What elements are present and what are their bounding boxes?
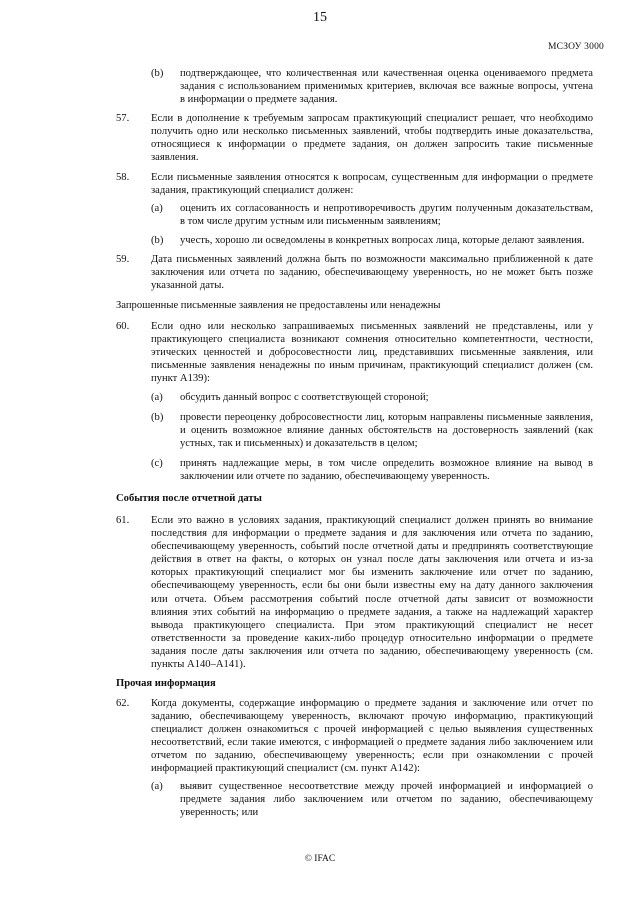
text-line: обеспечивающему уверенность, событий после отчетной даты и предпринять соответствующие [151, 541, 593, 553]
item-label: (c) [151, 458, 163, 469]
text-line: выявит существенное несоответствие между прочей информацией и информацией о [180, 781, 593, 792]
text-line: действия в ответ на факты, о которых он узнал после даты заключения или отчета и из-за [151, 554, 593, 566]
item-label: (a) [151, 781, 163, 792]
text-line: учесть, хорошо ли осведомлены в конкретных вопросах лица, которые делают заявления. [180, 235, 585, 246]
text-line: влияния этих событий на информацию о предмете задания, а также на надлежащий характер [151, 606, 593, 618]
text-line: информацией практикующий специалист (см. пункт А142): [151, 763, 420, 775]
text-line: Когда документы, содержащие информацию о предмете задания и заключение или отчет по [151, 698, 593, 709]
text-line: получить одно или несколько письменных заявлений, чтобы подтвердить иные доказательства, [151, 126, 593, 138]
item-label: (b) [151, 412, 164, 423]
text-line: или отчета. Объем рассмотрения событий после отчетной даты зависит от возможности [151, 593, 593, 605]
item-label: (b) [151, 68, 164, 79]
text-line: Если письменные заявления относятся к вопросам, существенным для информации о предмете [151, 172, 593, 183]
paragraph [180, 67, 593, 106]
text-line: заключения или отчета по заданию, обеспечивающему уверенность, но не может быть позже [151, 267, 593, 279]
paragraph [151, 697, 593, 776]
standard-code: МСЗОУ 3000 [548, 42, 604, 52]
page-number: 15 [313, 10, 327, 25]
text-line: заявления. [151, 152, 199, 164]
text-line: заданию, обеспечивающему уверенность, включают прочую информацию, практикующий [151, 711, 593, 723]
text-line: последствия для информации о предмете задания и для заключения или отчета по заданию, [151, 528, 593, 540]
paragraph [180, 457, 593, 483]
paragraph-number: 58. [116, 172, 130, 183]
text-line: обеспечивающему уверенность, если бы они были известны ему на дату данного заключения [151, 580, 593, 592]
text-line: Если одно или несколько запрашиваемых письменных заявлений не представлены, или у [151, 321, 593, 332]
section-heading: Запрошенные письменные заявления не предоставлены или ненадежны [116, 300, 441, 311]
paragraph [180, 780, 593, 819]
text-line: заключении или отчете по заданию, обеспечивающему уверенность. [180, 471, 490, 483]
text-line: письменные заявления ненадежны по иным причинам, практикующий специалист должен (см. [151, 360, 593, 372]
text-line: относящиеся к информации о предмете задания, он должен запросить такие письменные [151, 139, 593, 151]
text-line: Если в дополнение к требуемым запросам практикующий специалист решает, что необходимо [151, 113, 593, 124]
paragraph-number: 57. [116, 113, 130, 124]
paragraph [180, 411, 593, 450]
text-line: обсудить данный вопрос с соответствующей стороной; [180, 392, 429, 403]
text-line: пункты А140–А141). [151, 659, 246, 671]
paragraph-number: 62. [116, 698, 130, 709]
paragraph [180, 391, 593, 404]
paragraph [151, 320, 593, 385]
text-line: уверенность; или [180, 807, 259, 819]
text-line: отчетом по заданию, обеспечивающему уверенность; если при ознакомлении с прочей [151, 750, 593, 762]
item-label: (a) [151, 203, 163, 214]
footer-copyright: © IFAC [304, 854, 336, 864]
section-heading: Прочая информация [116, 678, 216, 689]
text-line: и оценить возможное влияние данных обстоятельств на достоверность заявлений (как [180, 425, 593, 437]
text-line: ответственности за проведение каких-либо процедур относительно информации о предмете [151, 632, 593, 644]
section-heading: События после отчетной даты [116, 493, 262, 504]
paragraph [180, 234, 593, 247]
paragraph-number: 59. [116, 254, 130, 265]
text-line: Если это важно в условиях задания, практикующий специалист должен принять во внимание [151, 515, 593, 526]
text-line: устных, так и письменных) и доказательств в целом; [180, 438, 418, 450]
text-line: этических ценностей и добросовестности лиц, представивших письменные заявления, или [151, 347, 593, 359]
text-line: которых практикующий специалист мог бы изменить заключение или отчет по заданию, [151, 567, 593, 579]
paragraph [151, 253, 593, 292]
text-line: пункт А139): [151, 373, 210, 385]
text-line: специалист должен ознакомиться с прочей информацией с целью выявления существенных [151, 724, 593, 736]
paragraph [151, 112, 593, 164]
text-line: задания после даты заключения или отчета по заданию, обеспечивающему уверенность (см. [151, 645, 593, 657]
text-line: оценить их согласованность и непротиворечивость другим полученным доказательствам, [180, 203, 593, 214]
text-line: Дата письменных заявлений должна быть по возможности максимально приближенной к дате [151, 254, 593, 265]
paragraph-number: 61. [116, 515, 130, 526]
text-line: предмете задания либо заключением или отчетом по заданию, обеспечивающему [180, 794, 593, 806]
paragraph [151, 171, 593, 197]
text-line: провести переоценку добросовестности лиц, которым направлены письменные заявления, [180, 412, 593, 423]
text-line: в том числе другим устным или письменным заявлениям; [180, 216, 441, 228]
item-label: (b) [151, 235, 164, 246]
text-line: указанной даты. [151, 280, 225, 292]
text-line: несоответствий, если такие имеются, с информацией о предмете задания либо заключением или [151, 737, 593, 749]
paragraph-number: 60. [116, 321, 130, 332]
text-line: подтверждающее, что количественная или качественная оценка оцениваемого предмета [180, 68, 593, 79]
text-line: принять надлежащие меры, в том числе определить возможное влияние на вывод в [180, 458, 593, 469]
paragraph [180, 202, 593, 228]
paragraph [151, 514, 593, 671]
text-line: задания с использованием применимых критериев, включая все важные вопросы, учтена [180, 81, 593, 93]
text-line: задания, практикующий специалист должен: [151, 185, 354, 197]
text-line: практикующего специалиста возникают сомнения относительно компетентности, честности, [151, 334, 593, 346]
item-label: (a) [151, 392, 163, 403]
text-line: вывода практикующего специалиста. При этом практикующий специалист не несет [151, 619, 593, 631]
text-line: в информации о предмете задания. [180, 94, 338, 106]
